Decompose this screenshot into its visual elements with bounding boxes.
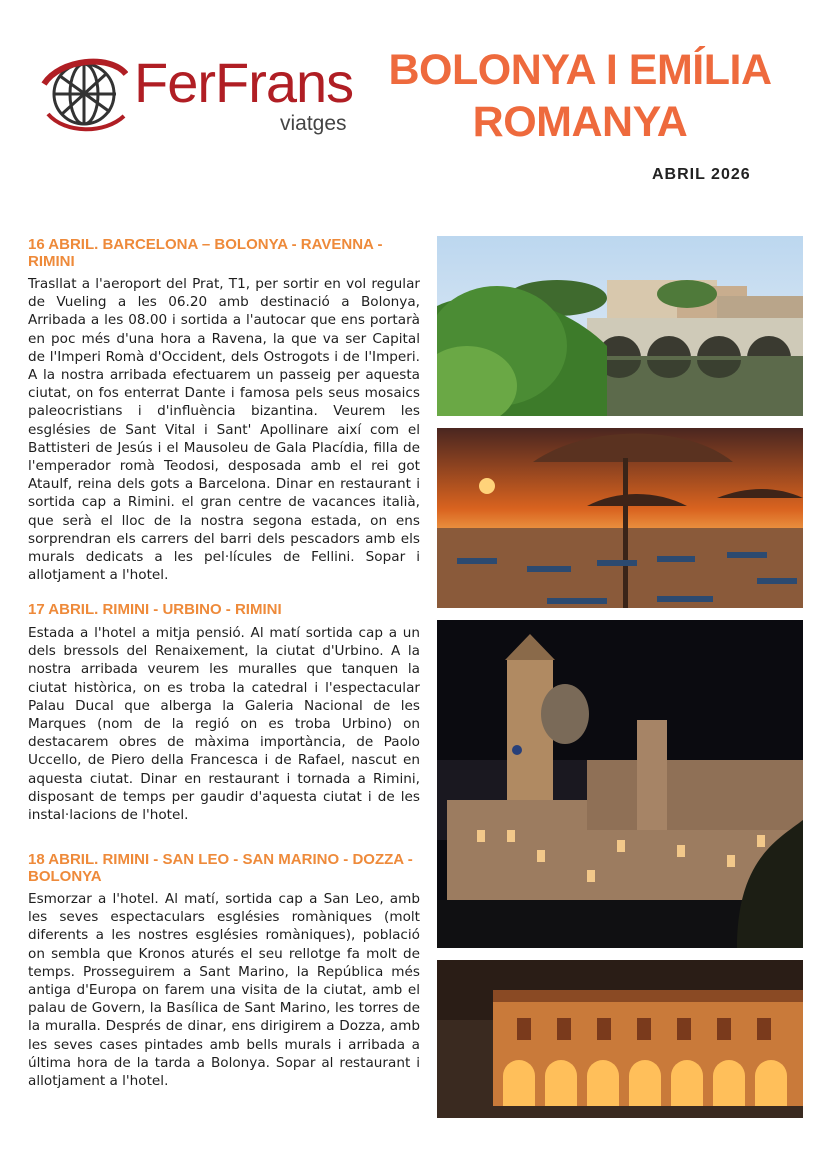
- day-3-heading: 18 ABRIL. RIMINI - SAN LEO - SAN MARINO - DOZZA - BOLONYA: [28, 851, 413, 885]
- page-title: BOLONYA I EMÍLIA ROMANYA: [388, 46, 772, 146]
- brand-subtitle: viatges: [280, 112, 347, 135]
- photo-bologna-palace: [437, 960, 803, 1118]
- day-1-text: Trasllat a l'aeroport del Prat, T1, per sortir en vol regular de Vueling a les 06.20 amb destinació a Bolonya, Arribada a les 08.00 i sortida a l'autocar que ens portarà en poc més d'una hora a Ravena, la que va ser Capital de l'Imperi Romà d'Occident, dels Ostrogots i de l'Imperi. A la nostra arribada efectuarem un passeig per aquesta ciutat, on fos enterrat Dante i famosa pels seus mosaics paleocristians i d'influència bizantina. Veurem les esglésies de Sant Vital i Sant' Apollinare així com el Battisteri de Jesús i el Mausoleu de Gala Placídia, filla de l'emperador romà Teodosi, desposada amb el rei got Ataulf, reina dels gots a Barcelona. Dinar en restaurant i sortida cap a Rimini. el gran centre de vacances italià, que serà el lloc de la nostra segona estada, on ens sorprendran els carrers del barri dels pescadors amb els murals dedicats a les pel·lícules de Fellini. Sopar i allotjament a l'hotel.: [28, 276, 420, 584]
- day-2-text: Estada a l'hotel a mitja pensió. Al matí sortida cap a un dels bressols del Renaixement, la ciutat d'Urbino. A la nostra arribada veurem les muralles que tanquen la ciutat històrica, on es troba la catedral i l'espectacular Palau Ducal que alberga la Galeria Nacional de les Marques (nom de la regió on es troba Urbino) on destacarem obres de màxima importància, de Paolo Uccello, de Piero della Francesca i de Rafael, nascut en aquesta ciutat. Dinar en restaurant i tornada a Rimini, disposant de temps per gaudir d'aquesta ciutat i de les instal·lacions de l'hotel.: [28, 625, 420, 824]
- day-1-heading: 16 ABRIL. BARCELONA – BOLONYA - RAVENNA - RIMINI: [28, 236, 383, 270]
- brand-logo: [40, 50, 370, 145]
- photo-beach-sunset: [437, 428, 803, 608]
- globe-logo-icon: [40, 54, 128, 134]
- trip-date: ABRIL 2026: [652, 166, 751, 183]
- photo-urbino-night: [437, 620, 803, 948]
- photo-bridge: [437, 236, 803, 416]
- brand-name: FerFrans: [134, 51, 354, 114]
- day-2-heading: 17 ABRIL. RIMINI - URBINO - RIMINI: [28, 601, 282, 618]
- day-3-text: Esmorzar a l'hotel. Al matí, sortida cap a San Leo, amb les seves espectaculars esglésies romàniques (molt diferents a les nostres esglésies romàniques), població on sembla que Kronos aturés el seu rellotge fa molt de temps. Prosseguirem a Sant Marino, la República més antiga d'Europa on farem una visita de la ciutat, amb el palau de Govern, la Basílica de Sant Marino, les torres de la muralla. Després de dinar, ens dirigirem a Dozza, amb les seves cases pintades amb bells murals i arribada a última hora de la tarda a Bolonya. Sopar al restaurant i allotjament a l'hotel.: [28, 891, 420, 1090]
